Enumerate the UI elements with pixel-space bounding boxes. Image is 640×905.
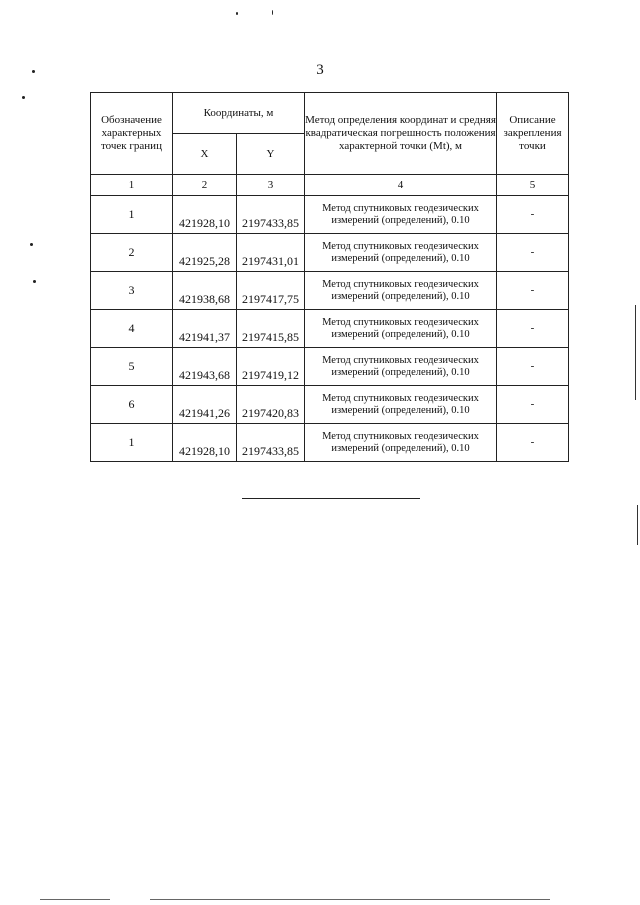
scan-footer-line bbox=[150, 899, 550, 900]
coordinate-x: 421925,28 bbox=[173, 234, 237, 272]
header-y: Y bbox=[237, 134, 305, 175]
coordinate-y: 2197433,85 bbox=[237, 196, 305, 234]
coordinate-y: 2197420,83 bbox=[237, 386, 305, 424]
column-number: 1 bbox=[91, 175, 173, 196]
method-cell: Метод спутниковых геодезических измерений (определений), 0.10 bbox=[305, 234, 497, 272]
column-number: 5 bbox=[497, 175, 569, 196]
coordinate-y: 2197433,85 bbox=[237, 424, 305, 462]
scan-speck bbox=[30, 243, 33, 246]
coordinate-x: 421941,26 bbox=[173, 386, 237, 424]
description-cell: - bbox=[497, 386, 569, 424]
header-method: Метод определения координат и средняя квадратическая погрешность положения характерной точки (Mt), м bbox=[305, 93, 497, 175]
point-designation: 6 bbox=[91, 386, 173, 424]
coordinate-x: 421938,68 bbox=[173, 272, 237, 310]
coordinate-y: 2197431,01 bbox=[237, 234, 305, 272]
header-description: Описание закрепления точки bbox=[497, 93, 569, 175]
coordinate-y: 2197417,75 bbox=[237, 272, 305, 310]
table-row bbox=[91, 234, 569, 272]
scan-speck bbox=[33, 280, 36, 283]
coordinate-x: 421941,37 bbox=[173, 310, 237, 348]
signature-line bbox=[242, 498, 420, 499]
description-cell: - bbox=[497, 272, 569, 310]
description-cell: - bbox=[497, 310, 569, 348]
column-numbers-row bbox=[91, 175, 569, 196]
table-row bbox=[91, 196, 569, 234]
page-number: 3 bbox=[316, 62, 324, 78]
method-cell: Метод спутниковых геодезических измерений (определений), 0.10 bbox=[305, 386, 497, 424]
method-cell: Метод спутниковых геодезических измерений (определений), 0.10 bbox=[305, 196, 497, 234]
scan-edge-mark bbox=[637, 505, 638, 545]
scan-footer-line bbox=[40, 899, 110, 900]
point-designation: 2 bbox=[91, 234, 173, 272]
scan-speck bbox=[32, 70, 35, 73]
coordinate-x: 421928,10 bbox=[173, 424, 237, 462]
method-cell: Метод спутниковых геодезических измерений (определений), 0.10 bbox=[305, 310, 497, 348]
boundary-points-table-wrapper bbox=[90, 92, 569, 462]
scan-edge-mark bbox=[635, 305, 636, 400]
table-row bbox=[91, 272, 569, 310]
coordinate-x: 421928,10 bbox=[173, 196, 237, 234]
header-coordinates: Координаты, м bbox=[173, 93, 305, 134]
column-number: 4 bbox=[305, 175, 497, 196]
point-designation: 1 bbox=[91, 196, 173, 234]
scan-speck bbox=[272, 10, 273, 15]
method-cell: Метод спутниковых геодезических измерений (определений), 0.10 bbox=[305, 272, 497, 310]
description-cell: - bbox=[497, 424, 569, 462]
boundary-points-table bbox=[90, 92, 569, 462]
description-cell: - bbox=[497, 196, 569, 234]
column-number: 2 bbox=[173, 175, 237, 196]
description-cell: - bbox=[497, 234, 569, 272]
point-designation: 3 bbox=[91, 272, 173, 310]
header-designation: Обозначение характерных точек границ bbox=[91, 93, 173, 175]
table-row bbox=[91, 424, 569, 462]
point-designation: 4 bbox=[91, 310, 173, 348]
point-designation: 5 bbox=[91, 348, 173, 386]
method-cell: Метод спутниковых геодезических измерений (определений), 0.10 bbox=[305, 424, 497, 462]
header-x: X bbox=[173, 134, 237, 175]
scan-speck bbox=[236, 12, 238, 15]
table-row bbox=[91, 310, 569, 348]
column-number: 3 bbox=[237, 175, 305, 196]
method-cell: Метод спутниковых геодезических измерений (определений), 0.10 bbox=[305, 348, 497, 386]
description-cell: - bbox=[497, 348, 569, 386]
table-row bbox=[91, 348, 569, 386]
coordinate-y: 2197415,85 bbox=[237, 310, 305, 348]
table-row bbox=[91, 386, 569, 424]
coordinate-x: 421943,68 bbox=[173, 348, 237, 386]
coordinate-y: 2197419,12 bbox=[237, 348, 305, 386]
point-designation: 1 bbox=[91, 424, 173, 462]
scan-speck bbox=[22, 96, 25, 99]
